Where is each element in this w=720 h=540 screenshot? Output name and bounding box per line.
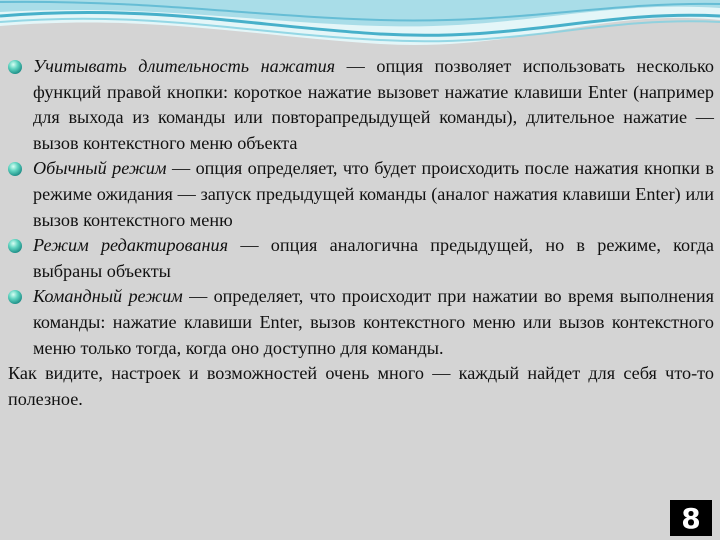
item-term: Режим редактирования bbox=[33, 235, 229, 256]
slide-content bbox=[8, 54, 714, 412]
item-text: — опция определяет, что будет происходить после нажатия кнопки в режиме ожидания — запуск предыдущей команды (аналог нажатия клавиши Enter) или вызов контекстного меню bbox=[33, 158, 715, 230]
bullet-item bbox=[8, 233, 714, 284]
item-text: — определяет, что происходит при нажатии во время выполнения команды: нажатие клавиши Enter, вызов контекстного меню или вызов контекстного меню только тогда, когда оно доступно для команды. bbox=[33, 286, 714, 358]
item-text: — опция позволяет использовать несколько функций правой кнопки: короткое нажатие вызовет нажатие клавиши Enter (например для выхода из команды или повторапредыдущей команды), длительное нажатие — вызов контекстного меню объекта bbox=[33, 56, 714, 153]
bullet-item bbox=[8, 156, 714, 233]
item-term: Командный режим bbox=[33, 286, 183, 307]
bullet-icon bbox=[8, 290, 22, 304]
page-number-badge: 8 bbox=[670, 500, 712, 536]
item-text: — опция аналогична предыдущей, но в режиме, когда выбраны объекты bbox=[33, 235, 714, 281]
item-term: Обычный режим bbox=[33, 158, 167, 179]
bullet-icon bbox=[8, 239, 22, 253]
closing-paragraph: Как видите, настроек и возможностей очень много — каждый найдет для себя что-то полезное. bbox=[8, 363, 714, 409]
bullet-item bbox=[8, 284, 714, 361]
bullet-icon bbox=[8, 162, 22, 176]
bullet-item bbox=[8, 54, 714, 156]
header-wave-decoration bbox=[0, 0, 720, 60]
item-term: Учитывать длительность нажатия bbox=[33, 56, 336, 76]
bullet-icon bbox=[8, 60, 22, 74]
